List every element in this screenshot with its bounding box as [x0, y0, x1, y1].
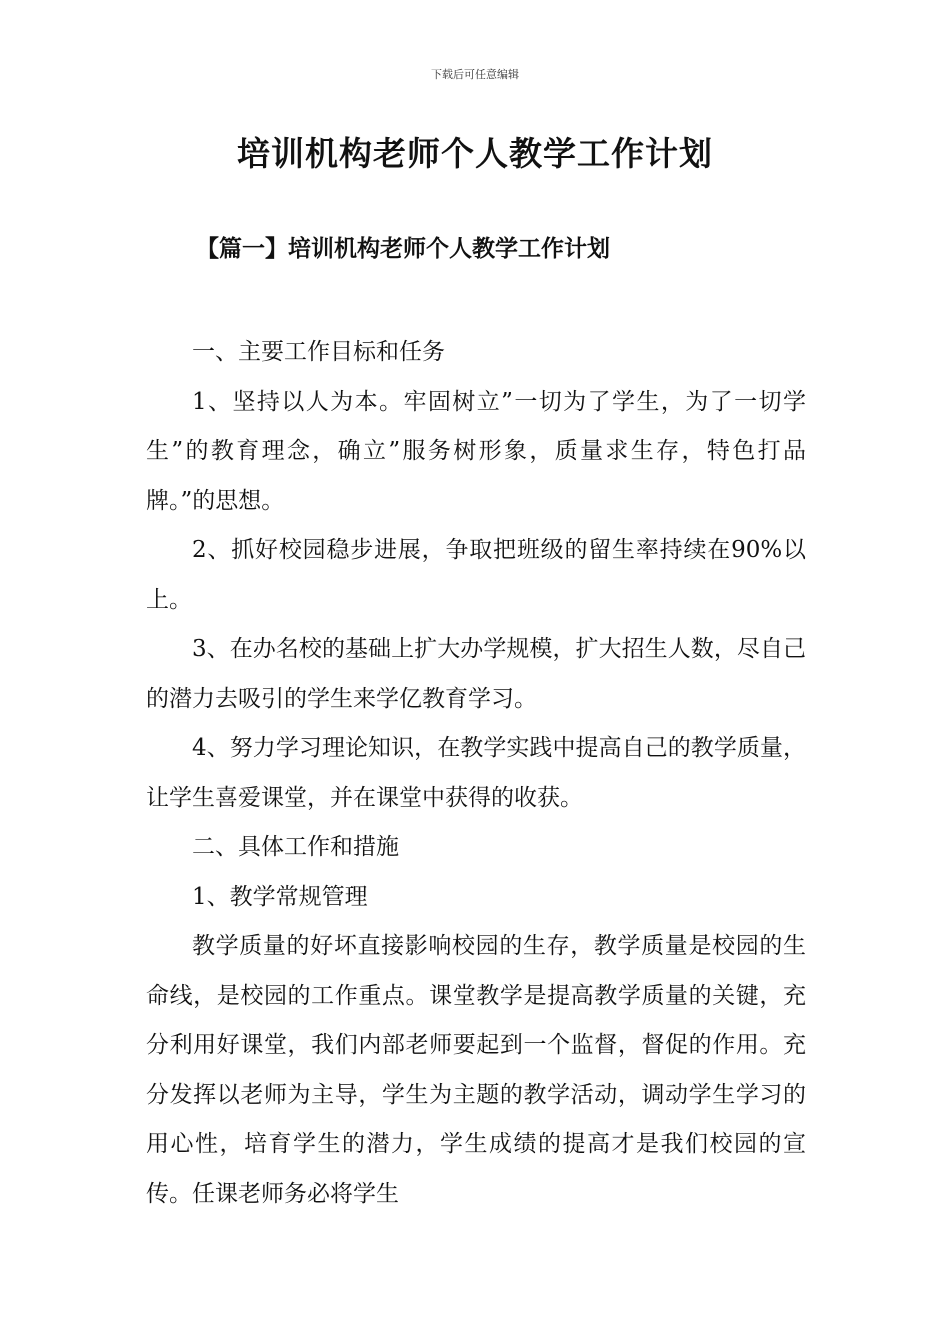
heading-main-goals: 一、主要工作目标和任务	[192, 339, 445, 365]
paragraph-teaching-quality: 教学质量的好坏直接影响校园的生存，教学质量是校园的生命线，是校园的工作重点。课堂教学是提高教学质量的关键，充分利用好课堂，我们内部老师要起到一个监督，督促的作用。充分发挥以老师为主导，学生为主题的教学活动，调动学生学习的用心性，培育学生的潜力，学生成绩的提高才是我们校园的宣传。任课老师务必将学生	[146, 933, 806, 1207]
document-title: 培训机构老师个人教学工作计划	[237, 134, 713, 173]
subheading-teaching-routine: 1、教学常规管理	[192, 883, 368, 910]
heading-measures: 二、具体工作和措施	[192, 834, 399, 860]
paragraph-goal-4: 4、努力学习理论知识，在教学实践中提高自己的教学质量，让学生喜爱课堂，并在课堂中获得的收获。	[146, 735, 806, 811]
document-body	[146, 328, 806, 1219]
paragraph-goal-3: 3、在办名校的基础上扩大办学规模，扩大招生人数，尽自己的潜力去吸引的学生来学亿教育学习。	[146, 636, 806, 712]
header-note: 下载后可任意编辑	[431, 68, 519, 81]
section-heading: 【篇一】培训机构老师个人教学工作计划	[196, 235, 610, 262]
paragraph-goal-2: 2、抓好校园稳步进展，争取把班级的留生率持续在90%以上。	[146, 537, 806, 613]
paragraph-goal-1: 1、坚持以人为本。牢固树立”一切为了学生，为了一切学生”的教育理念，确立”服务树形象，质量求生存，特色打品牌。”的思想。	[146, 388, 806, 514]
